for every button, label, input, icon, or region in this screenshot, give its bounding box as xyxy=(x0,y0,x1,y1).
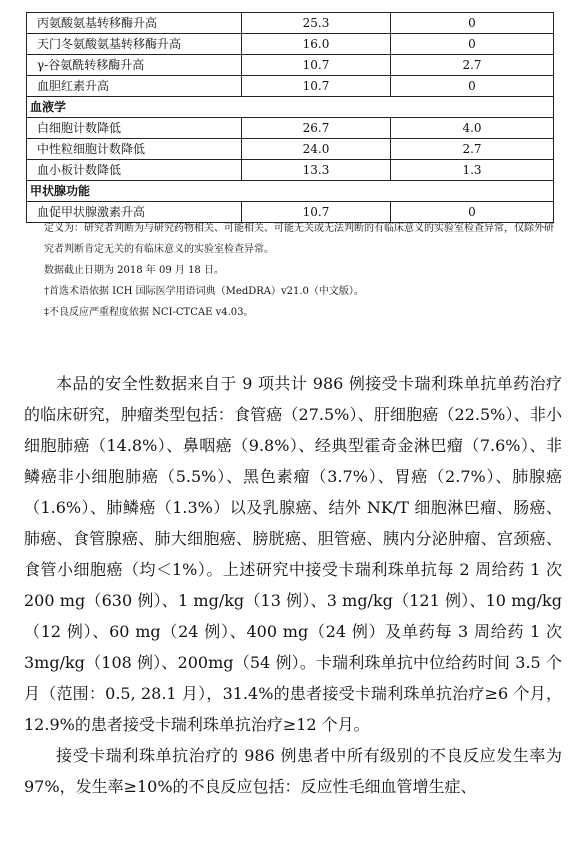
table-section-row xyxy=(27,181,554,202)
table-row xyxy=(27,55,554,76)
safety-paragraph-1: 本品的安全性数据来自于 9 项共计 986 例接受卡瑞利珠单抗单药治疗的临床研究，肿瘤类型包括：食管癌（27.5%）、肝细胞癌（22.5%）、非小细胞肺癌（14.8%）、鼻咽癌（9.8%）、经典型霍奇金淋巴瘤（7.6%）、非鳞癌非小细胞肺癌（5.5%）、黑色素瘤（3.7%）、胃癌（2.7%）、肺腺癌（1.6%）、肺鳞癌（1.3%）以及乳腺癌、结外 NK/T 细胞淋巴瘤、肠癌、肺癌、食管腺癌、肺大细胞癌、膀胱癌、胆管癌、胰内分泌肿瘤、宫颈癌、食管小细胞癌（均＜1%）。上述研究中接受卡瑞利珠单抗每 2 周给药 1 次 200 mg（630 例）、1 mg/kg（13 例）、3 mg/kg（121 例）、10 mg/kg（12 例）、60 mg（24 例）、400 mg（24 例）及单药每 3 周给药 1 次 3mg/kg（108 例）、200mg（54 例）。卡瑞利珠单抗中位给药时间 3.5 个月（范围：0.5, 28.1 月），31.4%的患者接受卡瑞利珠单抗治疗≥6 个月，12.9%的患者接受卡瑞利珠单抗治疗≥12 个月。 xyxy=(24,374,562,734)
all-grade-value: 10.7 xyxy=(242,76,391,97)
footnote-definition: 定义为：研究者判断为与研究药物相关、可能相关、可能无关或无法判断的有临床意义的实验室检查异常，仅除外研究者判断肯定无关的有临床意义的实验室检查异常。 xyxy=(44,223,554,255)
section-heading: 血液学 xyxy=(27,97,554,118)
table-row xyxy=(27,118,554,139)
grade-3-plus-value: 0 xyxy=(391,76,554,97)
table-body xyxy=(27,13,554,223)
all-grade-value: 10.7 xyxy=(242,55,391,76)
grade-3-plus-value: 0 xyxy=(391,13,554,34)
grade-3-plus-value: 2.7 xyxy=(391,55,554,76)
all-grade-value: 24.0 xyxy=(242,139,391,160)
grade-3-plus-value: 0 xyxy=(391,202,554,223)
table-row xyxy=(27,76,554,97)
grade-3-plus-value: 4.0 xyxy=(391,118,554,139)
all-grade-value: 26.7 xyxy=(242,118,391,139)
row-label: 血胆红素升高 xyxy=(27,76,242,97)
grade-3-plus-value: 1.3 xyxy=(391,160,554,181)
table-row xyxy=(27,34,554,55)
grade-3-plus-value: 2.7 xyxy=(391,139,554,160)
adverse-reaction-table-section xyxy=(26,12,554,223)
table-footnotes xyxy=(26,218,556,323)
footnote-data-cutoff: 数据截止日期为 2018 年 09 月 18 日。 xyxy=(44,265,224,276)
safety-body-text xyxy=(24,368,562,802)
all-grade-value: 25.3 xyxy=(242,13,391,34)
row-label: 血小板计数降低 xyxy=(27,160,242,181)
footnote-meddra: †首选术语依据 ICH 国际医学用语词典（MedDRA）v21.0（中文版）。 xyxy=(44,286,364,297)
table-row xyxy=(27,139,554,160)
row-label: γ-谷氨酰转移酶升高 xyxy=(27,55,242,76)
all-grade-value: 16.0 xyxy=(242,34,391,55)
table-row xyxy=(27,13,554,34)
safety-paragraph-2: 接受卡瑞利珠单抗治疗的 986 例患者中所有级别的不良反应发生率为 97%，发生率≥10%的不良反应包括：反应性毛细血管增生症、 xyxy=(24,746,562,796)
footnote-ctcae: ‡不良反应严重程度依据 NCI-CTCAE v4.03。 xyxy=(44,307,254,318)
grade-3-plus-value: 0 xyxy=(391,34,554,55)
row-label: 丙氨酸氨基转移酶升高 xyxy=(27,13,242,34)
row-label: 天门冬氨酸氨基转移酶升高 xyxy=(27,34,242,55)
all-grade-value: 13.3 xyxy=(242,160,391,181)
adverse-reaction-table xyxy=(26,12,554,223)
row-label: 白细胞计数降低 xyxy=(27,118,242,139)
table-section-row xyxy=(27,97,554,118)
all-grade-value: 10.7 xyxy=(242,202,391,223)
section-heading: 甲状腺功能 xyxy=(27,181,554,202)
row-label: 血促甲状腺激素升高 xyxy=(27,202,242,223)
row-label: 中性粒细胞计数降低 xyxy=(27,139,242,160)
table-row xyxy=(27,160,554,181)
